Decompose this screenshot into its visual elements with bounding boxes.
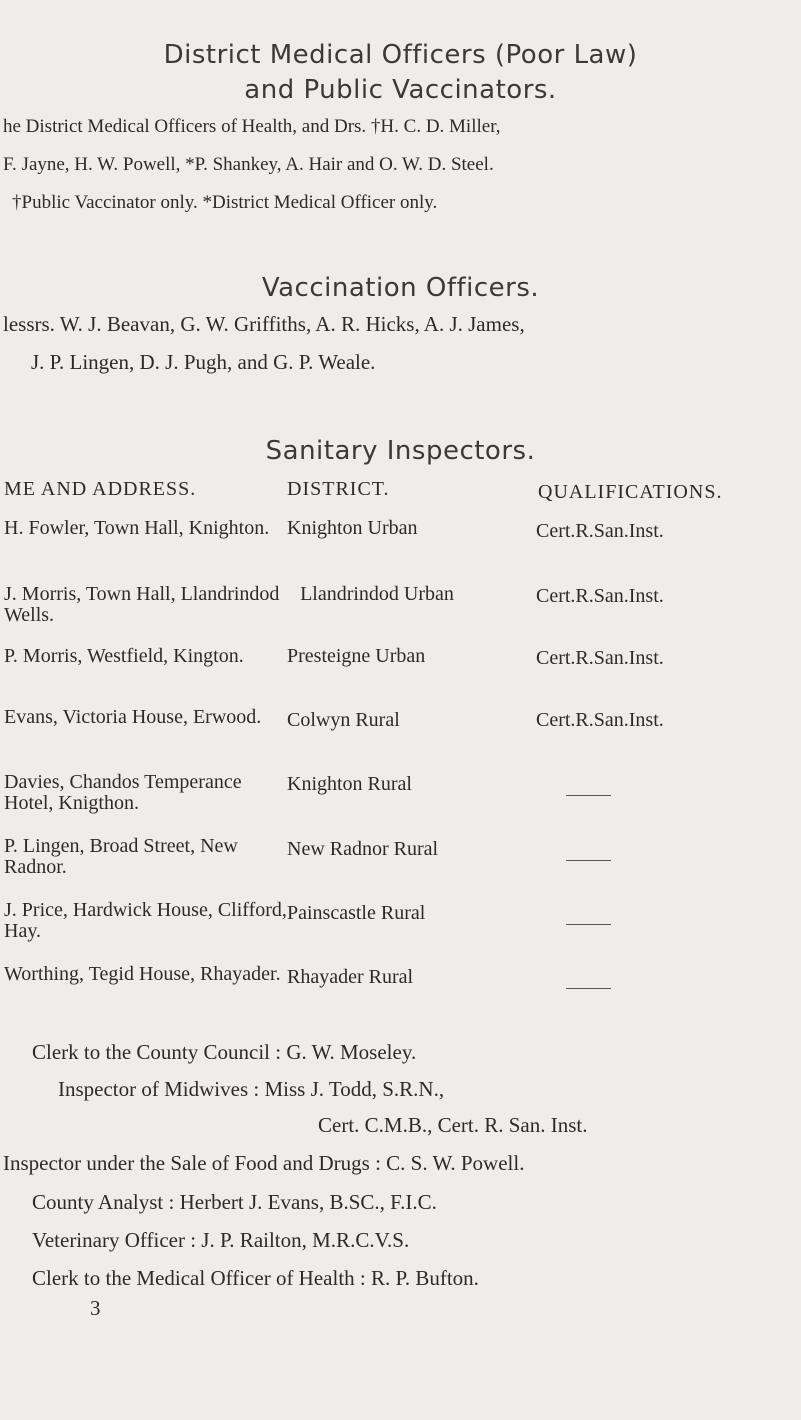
dmo-line1: he District Medical Officers of Health, and Drs. †H. C. D. Miller, — [3, 116, 501, 137]
row6-name: P. Lingen, Broad Street, New Radnor. — [4, 835, 238, 878]
dmo-line2: F. Jayne, H. W. Powell, *P. Shankey, A. Hair and O. W. D. Steel. — [3, 154, 494, 175]
col-header-name: ME AND ADDRESS. — [4, 478, 197, 500]
veterinary-officer: Veterinary Officer : J. P. Railton, M.R.C.V.S. — [32, 1228, 410, 1252]
row2-district: Llandrindod Urban — [300, 583, 454, 605]
row2-qualification: Cert.R.San.Inst. — [536, 585, 664, 607]
row3-district: Presteigne Urban — [287, 645, 426, 667]
row4-district: Colwyn Rural — [287, 709, 400, 731]
row7-qualification-dash — [566, 924, 611, 925]
page-number: 3 — [90, 1296, 101, 1320]
row5-district: Knighton Rural — [287, 773, 412, 795]
row5-name: Davies, Chandos Temperance Hotel, Knigthon. — [4, 771, 242, 814]
row1-qualification: Cert.R.San.Inst. — [536, 520, 664, 542]
sanitary-title: Sanitary Inspectors. — [265, 436, 536, 466]
row8-name: Worthing, Tegid House, Rhayader. — [4, 963, 281, 985]
clerk-medical-officer: Clerk to the Medical Officer of Health : R. P. Bufton. — [32, 1266, 479, 1290]
row1-district: Knighton Urban — [287, 517, 418, 539]
row4-qualification: Cert.R.San.Inst. — [536, 709, 664, 731]
vaccination-line1: lessrs. W. J. Beavan, G. W. Griffiths, A. R. Hicks, A. J. James, — [3, 312, 525, 336]
col-header-qualifications: QUALIFICATIONS. — [538, 481, 723, 503]
row6-qualification-dash — [566, 860, 611, 861]
clerk-county-council: Clerk to the County Council : G. W. Moseley. — [32, 1040, 417, 1064]
row3-qualification: Cert.R.San.Inst. — [536, 647, 664, 669]
row3-name: P. Morris, Westfield, Kington. — [4, 645, 244, 667]
inspector-midwives-line2: Cert. C.M.B., Cert. R. San. Inst. — [318, 1113, 588, 1137]
col-header-district: DISTRICT. — [287, 478, 390, 500]
inspector-midwives-line1: Inspector of Midwives : Miss J. Todd, S.R.N., — [58, 1077, 445, 1101]
row2-name: J. Morris, Town Hall, Llandrindod Wells. — [4, 583, 280, 626]
dmo-line3: †Public Vaccinator only. *District Medical Officer only. — [12, 192, 438, 213]
dmo-title-line2: and Public Vaccinators. — [244, 75, 557, 105]
county-analyst: County Analyst : Herbert J. Evans, B.SC., F.I.C. — [32, 1190, 437, 1214]
row4-name: Evans, Victoria House, Erwood. — [4, 706, 262, 728]
row7-district: Painscastle Rural — [287, 902, 426, 924]
inspector-food-drugs: Inspector under the Sale of Food and Drugs : C. S. W. Powell. — [3, 1151, 525, 1175]
row5-qualification-dash — [566, 795, 611, 796]
dmo-title-line1: District Medical Officers (Poor Law) — [163, 40, 638, 70]
vaccination-line2: J. P. Lingen, D. J. Pugh, and G. P. Weale. — [31, 350, 376, 374]
vaccination-title: Vaccination Officers. — [261, 273, 540, 303]
row8-qualification-dash — [566, 988, 611, 989]
row6-district: New Radnor Rural — [287, 838, 439, 860]
row8-district: Rhayader Rural — [287, 966, 414, 988]
row1-name: H. Fowler, Town Hall, Knighton. — [4, 517, 270, 539]
row7-name: J. Price, Hardwick House, Clifford, Hay. — [4, 899, 287, 942]
